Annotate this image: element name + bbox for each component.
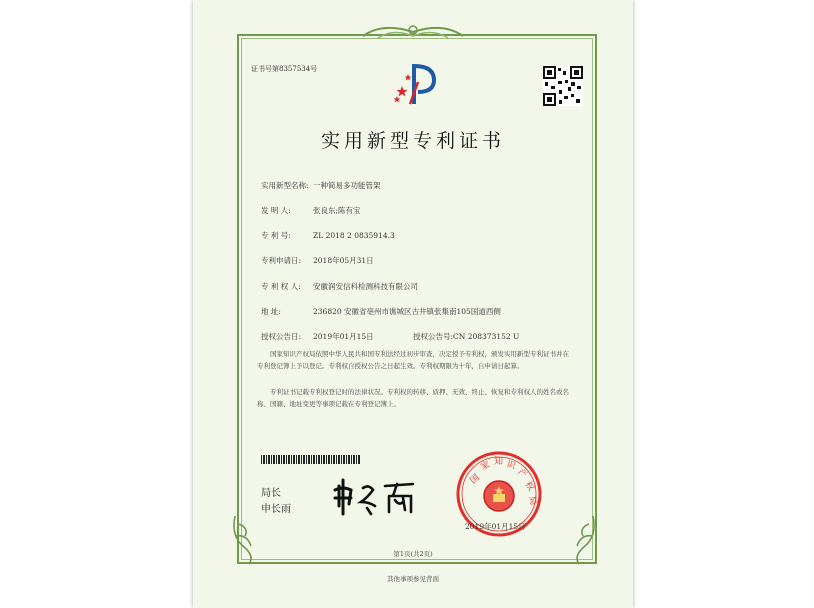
certificate-number: 证书号第8357534号: [251, 65, 318, 73]
field-value: 安徽润安信科检测科技有限公司: [313, 282, 418, 291]
field-application-date: [261, 255, 374, 266]
certificate-title: 实用新型专利证书: [320, 130, 505, 152]
qr-code-icon: [543, 66, 583, 106]
director-signature-icon: [333, 476, 423, 516]
certificate-paragraph-1: 国家知识产权局依照中华人民共和国专利法经过初步审查，决定授予专利权，颁发实用新型专利证书并在专利登记簿上予以登记。专利权自授权公告之日起生效。专利权期限为十年，自申请日起算。: [257, 350, 569, 370]
seal-character: 产: [515, 467, 529, 481]
top-ornament-icon: [358, 20, 468, 42]
back-note: 其他事项参见背面: [387, 575, 439, 583]
field-value: 一种简易多功能管架: [313, 181, 381, 190]
field-utility-model-name: [261, 180, 381, 191]
seal-character: 识: [505, 459, 517, 472]
seal-character: 国: [468, 472, 482, 487]
field-label: 地 址:: [261, 307, 281, 316]
field-value: 2019年01月15日: [313, 332, 374, 341]
seal-character: 家: [479, 460, 492, 473]
field-address: [261, 306, 501, 317]
field-label: 授权公告日:: [261, 332, 302, 341]
field-patentee: [261, 281, 418, 292]
seal-character: 知: [494, 457, 504, 467]
certificate-sheet: [193, 0, 633, 608]
field-grant-number: [413, 331, 519, 342]
field-value: CN 208373152 U: [453, 332, 520, 341]
field-value: ZL 2018 2 0835914.3: [313, 231, 395, 240]
seal-character: 权: [522, 479, 536, 494]
director-name: 申长雨: [261, 504, 291, 515]
field-value: 236820 安徽省亳州市谯城区古井镇张集南105国道西侧: [313, 307, 501, 316]
field-label: 发 明 人:: [261, 206, 291, 215]
field-value: 张良东;陈有宝: [313, 206, 361, 215]
patent-office-logo-icon: [388, 58, 440, 108]
seal-character: 局: [526, 495, 539, 507]
page-info: 第1页(共2页): [393, 550, 433, 558]
field-label: 专 利 号:: [261, 231, 291, 240]
field-grant-date: [261, 331, 374, 342]
field-label: 授权公告号:: [413, 332, 454, 341]
field-label: 专利申请日:: [261, 256, 302, 265]
seal-date: 2019年01月15日: [465, 522, 526, 531]
director-title: 局长: [261, 488, 281, 499]
field-label: 实用新型名称:: [261, 181, 309, 190]
certificate-paragraph-2: 专利证书记载专利权登记时的法律状况。专利权的转移、质押、无效、终止、恢复和专利权人的姓名或名称、国籍、地址变更等事项记载在专利登记簿上。: [257, 388, 569, 408]
field-inventor: [261, 205, 361, 216]
field-label: 专 利 权 人:: [261, 282, 301, 291]
barcode-icon: [261, 455, 361, 464]
field-value: 2018年05月31日: [313, 256, 374, 265]
field-patent-number: [261, 230, 395, 241]
